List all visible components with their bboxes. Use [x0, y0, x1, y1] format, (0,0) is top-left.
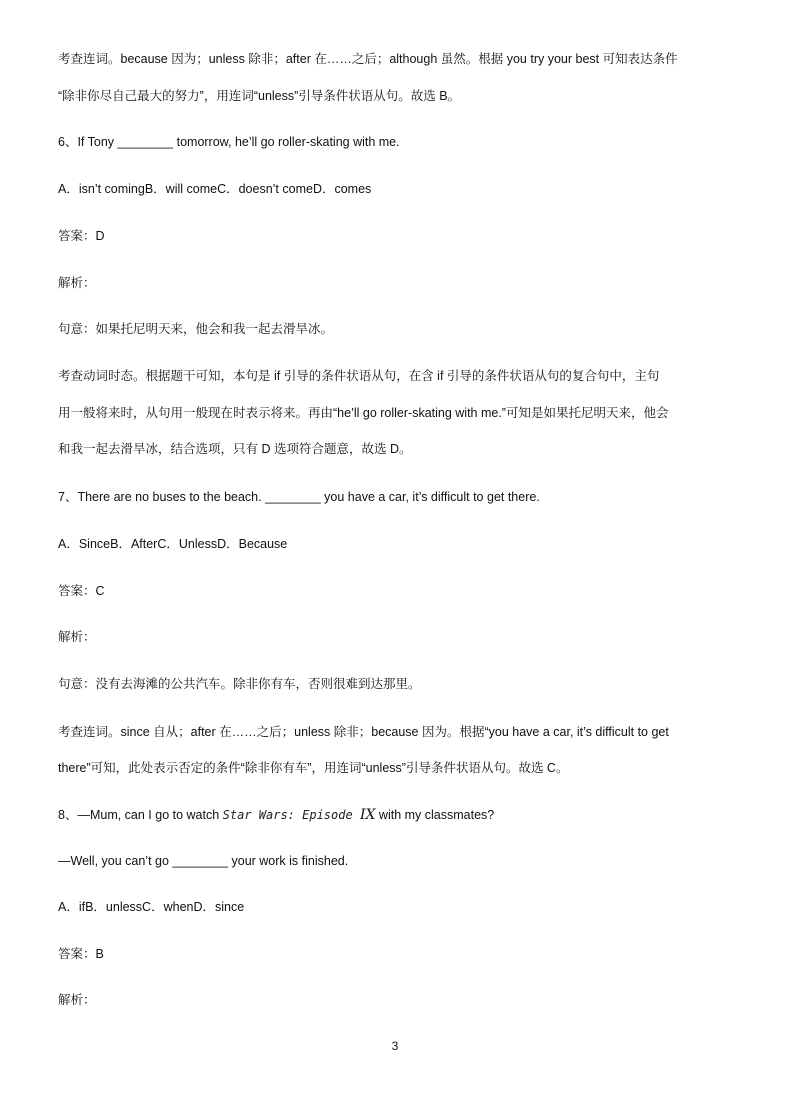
question-7-options: A．SinceB．AfterC．UnlessD．Because — [58, 537, 288, 551]
question-7-explanation: 考查连词。since 自从；after 在……之后；unless 除非；because 因为。根据“you have a car, it’s difficult to get — [58, 725, 669, 739]
question-8 — [58, 807, 750, 823]
question-6: 6、If Tony ________ tomorrow, he’ll go roller-skating with me. — [58, 135, 400, 149]
movie-title: Star Wars: Episode — [222, 808, 360, 822]
question-7-answer: 答案：C — [58, 584, 105, 598]
question-6-options: A．isn’t comingB．will comeC．doesn’t comeD．comes — [58, 182, 372, 196]
question-8-suffix: with my classmates? — [375, 808, 495, 822]
movie-episode-number: IX — [359, 807, 376, 823]
question-6-explanation: 考查动词时态。根据题干可知，本句是 if 引导的条件状语从句，在含 if 引导的条件状语从句的复合句中，主句 — [58, 369, 660, 383]
page-number: 3 — [391, 1039, 399, 1053]
question-6-analysis-label: 解析： — [58, 276, 96, 290]
question-6-answer: 答案：D — [58, 229, 105, 243]
question-7: 7、There are no buses to the beach. ________ you have a car, it’s difficult to get there. — [58, 490, 540, 504]
question-8-prefix: 8、—Mum, can I go to watch — [58, 808, 223, 822]
question-6-explanation: 和我一起去滑旱冰，结合选项，只有 D 选项符合题意，故选 D。 — [58, 442, 412, 456]
question-8-analysis-label: 解析： — [58, 993, 96, 1007]
question-7-analysis-label: 解析： — [58, 630, 96, 644]
question-8-answer: 答案：B — [58, 947, 104, 961]
analysis-text: 考查连词。because 因为；unless 除非；after 在……之后；although 虽然。根据 you try your best 可知表达条件 — [58, 52, 678, 66]
question-7-meaning: 句意：没有去海滩的公共汽车。除非你有车，否则很难到达那里。 — [58, 677, 421, 691]
question-6-explanation: 用一般将来时，从句用一般现在时表示将来。再由“he’ll go roller-skating with me.”可知是如果托尼明天来，他会 — [58, 406, 669, 420]
question-8-options: A．ifB．unlessC．whenD．since — [58, 900, 245, 914]
analysis-text: “除非你尽自己最大的努力”，用连词“unless”引导条件状语从句。故选 B。 — [58, 89, 461, 103]
question-8-line-2: —Well, you can’t go ________ your work is finished. — [58, 854, 349, 868]
question-7-explanation: there”可知，此处表示否定的条件“除非你有车”，用连词“unless”引导条件状语从句。故选 C。 — [58, 761, 569, 775]
question-6-meaning: 句意：如果托尼明天来，他会和我一起去滑旱冰。 — [58, 322, 334, 336]
